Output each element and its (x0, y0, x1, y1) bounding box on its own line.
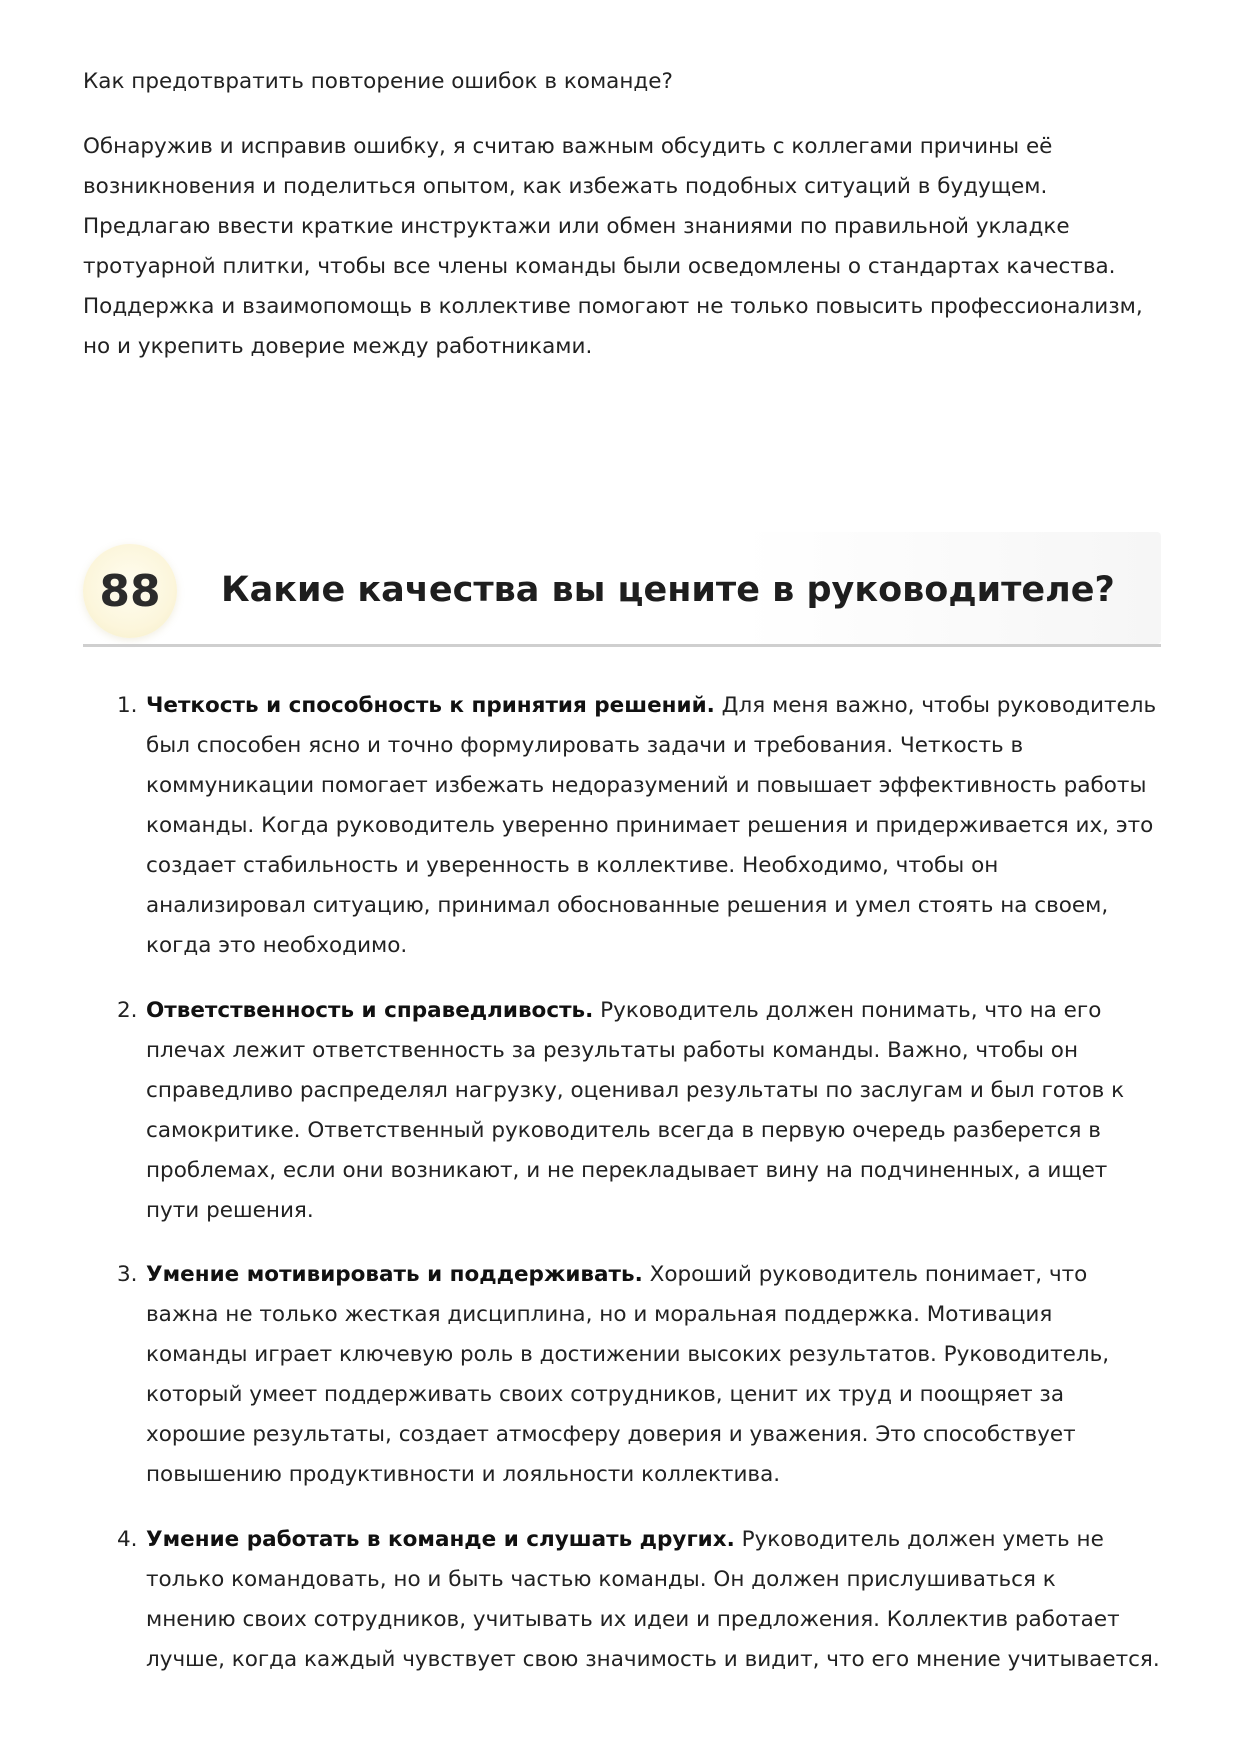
list-item-line: команды играет ключевую роль в достижении высоких результатов. Руководитель, (146, 1342, 1110, 1367)
question-number-badge: 88 (83, 544, 177, 638)
list-item-line: хорошие результаты, создает атмосферу доверия и уважения. Это способствует (146, 1422, 1076, 1447)
section-header (83, 532, 1161, 648)
list-item-text: Для меня важно, чтобы руководитель (714, 693, 1157, 718)
list-item-line: создает стабильность и уверенность в коллективе. Необходимо, чтобы он (146, 853, 999, 878)
list-item-line: мнению своих сотрудников, учитывать их идеи и предложения. Коллектив работает (146, 1607, 1120, 1632)
list-item-line: был способен ясно и точно формулировать задачи и требования. Четкость в (146, 733, 1024, 758)
list-item-line: команды. Когда руководитель уверенно принимает решения и придерживается их, это (146, 813, 1154, 838)
list-item-first-line (146, 686, 1161, 726)
list-item-line: важна не только жесткая дисциплина, но и моральная поддержка. Мотивация (146, 1302, 1053, 1327)
intro-line: тротуарной плитки, чтобы все члены команды были осведомлены о стандартах качества. (83, 254, 1116, 279)
list-item-body (146, 1255, 1161, 1495)
list-item-line: пути решения. (146, 1198, 314, 1223)
intro-line: Предлагаю ввести краткие инструктажи или обмен знаниями по правильной укладке (83, 214, 1070, 239)
list-item-first-line (146, 991, 1161, 1031)
list-item-number: 4. (117, 1527, 138, 1552)
list-item-number: 2. (117, 998, 138, 1023)
intro-line: Обнаружив и исправив ошибку, я считаю важным обсудить с коллегами причины её (83, 134, 1053, 159)
list-item-number: 1. (117, 693, 138, 718)
list-item-line: анализировал ситуацию, принимал обоснованные решения и умел стоять на своем, (146, 893, 1109, 918)
list-item-first-line (146, 1255, 1161, 1295)
list-item-number: 3. (117, 1262, 138, 1287)
intro-question: Как предотвратить повторение ошибок в команде? (83, 69, 673, 94)
list-item-line: коммуникации помогает избежать недоразумений и повышает эффективность работы (146, 773, 1147, 798)
list-item-text: Руководитель должен уметь не (734, 1527, 1104, 1552)
list-item-line: самокритике. Ответственный руководитель всегда в первую очередь разберется в (146, 1118, 1101, 1143)
list-item-text: Хороший руководитель понимает, что (642, 1262, 1088, 1287)
intro-line: Поддержка и взаимопомощь в коллективе помогают не только повысить профессионализм, (83, 294, 1143, 319)
list-item-body (146, 686, 1161, 966)
list-item-line: когда это необходимо. (146, 933, 408, 958)
list-item-line: проблемах, если они возникают, и не перекладывает вину на подчиненных, а ищет (146, 1158, 1108, 1183)
list-item-heading: Ответственность и справедливость. (146, 998, 594, 1023)
header-divider (83, 644, 1161, 647)
list-item-line: плечах лежит ответственность за результаты работы команды. Важно, чтобы он (146, 1038, 1079, 1063)
list-item-line: повышению продуктивности и лояльности коллектива. (146, 1462, 781, 1487)
list-item-line: справедливо распределял нагрузку, оценивал результаты по заслугам и был готов к (146, 1078, 1125, 1103)
list-item-body (146, 991, 1161, 1231)
list-item-heading: Умение работать в команде и слушать других. (146, 1527, 735, 1552)
list-item-line: который умеет поддерживать своих сотрудников, ценит их труд и поощряет за (146, 1382, 1065, 1407)
intro-paragraph (83, 127, 1161, 367)
list-item-text: Руководитель должен понимать, что на его (593, 998, 1102, 1023)
list-item-body (146, 1520, 1161, 1680)
list-item-heading: Умение мотивировать и поддерживать. (146, 1262, 643, 1287)
list-item-line: лучше, когда каждый чувствует свою значимость и видит, что его мнение учитывается. (146, 1647, 1160, 1672)
list-item-line: только командовать, но и быть частью команды. Он должен прислушиваться к (146, 1567, 1056, 1592)
intro-line: возникновения и поделиться опытом, как избежать подобных ситуаций в будущем. (83, 174, 1048, 199)
section-title: Какие качества вы цените в руководителе? (221, 570, 1115, 610)
list-item-heading: Четкость и способность к принятия решений. (146, 693, 715, 718)
intro-line: но и укрепить доверие между работниками. (83, 334, 593, 359)
list-item-first-line (146, 1520, 1161, 1560)
